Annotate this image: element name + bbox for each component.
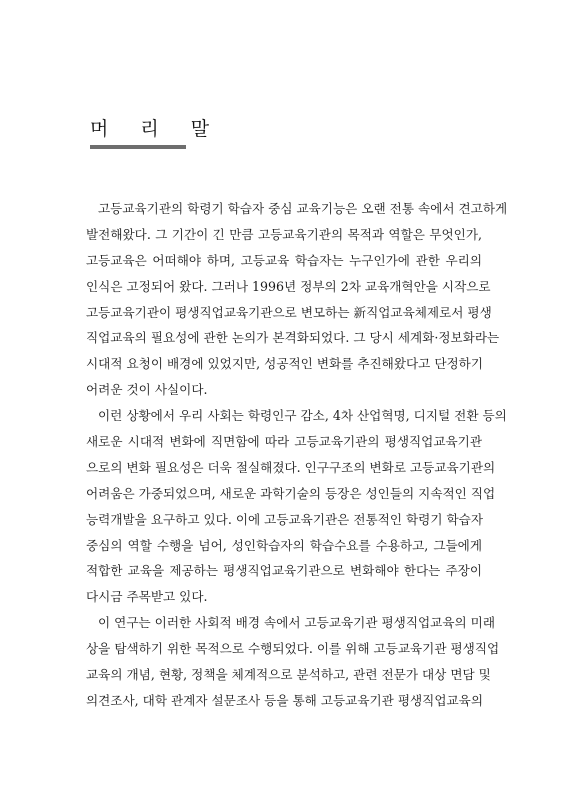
paragraph-line: 고등교육기관의 학령기 학습자 중심 교육기능은 오랜 전통 속에서 견고하게 (98, 201, 508, 216)
paragraph-line: 교육의 개념, 현황, 정책을 체계적으로 분석하고, 관련 전문가 대상 면담 및 (86, 667, 491, 683)
paragraph-line: 인식은 고정되어 왔다. 그러나 1996년 정부의 2차 교육개혁안을 시작으로 (86, 278, 491, 294)
paragraph-line: 이런 상황에서 우리 사회는 학령인구 감소, 4차 산업혁명, 디지털 전환 등의 (98, 408, 507, 424)
paragraph-line: 다시금 주목받고 있다. (86, 589, 208, 605)
paragraph-line: 고등교육기관이 평생직업교육기관으로 변모하는 新직업교육체제로서 평생 (86, 304, 492, 320)
paragraph-line: 이 연구는 이러한 사회적 배경 속에서 고등교육기관 평생직업교육의 미래 (98, 615, 495, 631)
paragraph-line: 시대적 요청이 배경에 있었지만, 성공적인 변화를 추진해왔다고 단정하기 (86, 356, 483, 372)
paragraph-line: 중심의 역할 수행을 넘어, 성인학습자의 학습수요를 수용하고, 그들에게 (86, 537, 482, 553)
page-title: 머 리 말 (90, 118, 223, 140)
paragraph-line: 의견조사, 대학 관계자 설문조사 등을 통해 고등교육기관 평생직업교육의 (86, 692, 483, 708)
paragraph-line: 발전해왔다. 그 기간이 긴 만큼 고등교육기관의 목적과 역할은 무엇인가, (86, 226, 482, 242)
paragraph-line: 고등교육은 어떠해야 하며, 고등교육 학습자는 누구인가에 관한 우리의 (86, 252, 482, 268)
paragraph-line: 어려움은 가중되었으며, 새로운 과학기술의 등장은 성인들의 지속적인 직업 (86, 485, 496, 501)
paragraph-line: 새로운 시대적 변화에 직면함에 따라 고등교육기관의 평생직업교육기관 (86, 434, 482, 450)
paragraph-line: 적합한 교육을 제공하는 평생직업교육기관으로 변화해야 한다는 주장이 (86, 563, 482, 579)
paragraph-line: 으로의 변화 필요성은 더욱 절실해졌다. 인구구조의 변화로 고등교육기관의 (86, 459, 496, 475)
paragraph-line: 어려운 것이 사실이다. (86, 382, 208, 398)
paragraph-line: 상을 탐색하기 위한 목적으로 수행되었다. 이를 위해 고등교육기관 평생직업 (86, 641, 500, 657)
paragraph-line: 능력개발을 요구하고 있다. 이에 고등교육기관은 전통적인 학령기 학습자 (86, 511, 483, 527)
title-underline (90, 145, 186, 149)
preface-heading (90, 117, 223, 149)
preface-body (86, 196, 508, 714)
paragraph-line: 직업교육의 필요성에 관한 논의가 본격화되었다. 그 당시 세계화·정보화라는 (86, 330, 500, 346)
